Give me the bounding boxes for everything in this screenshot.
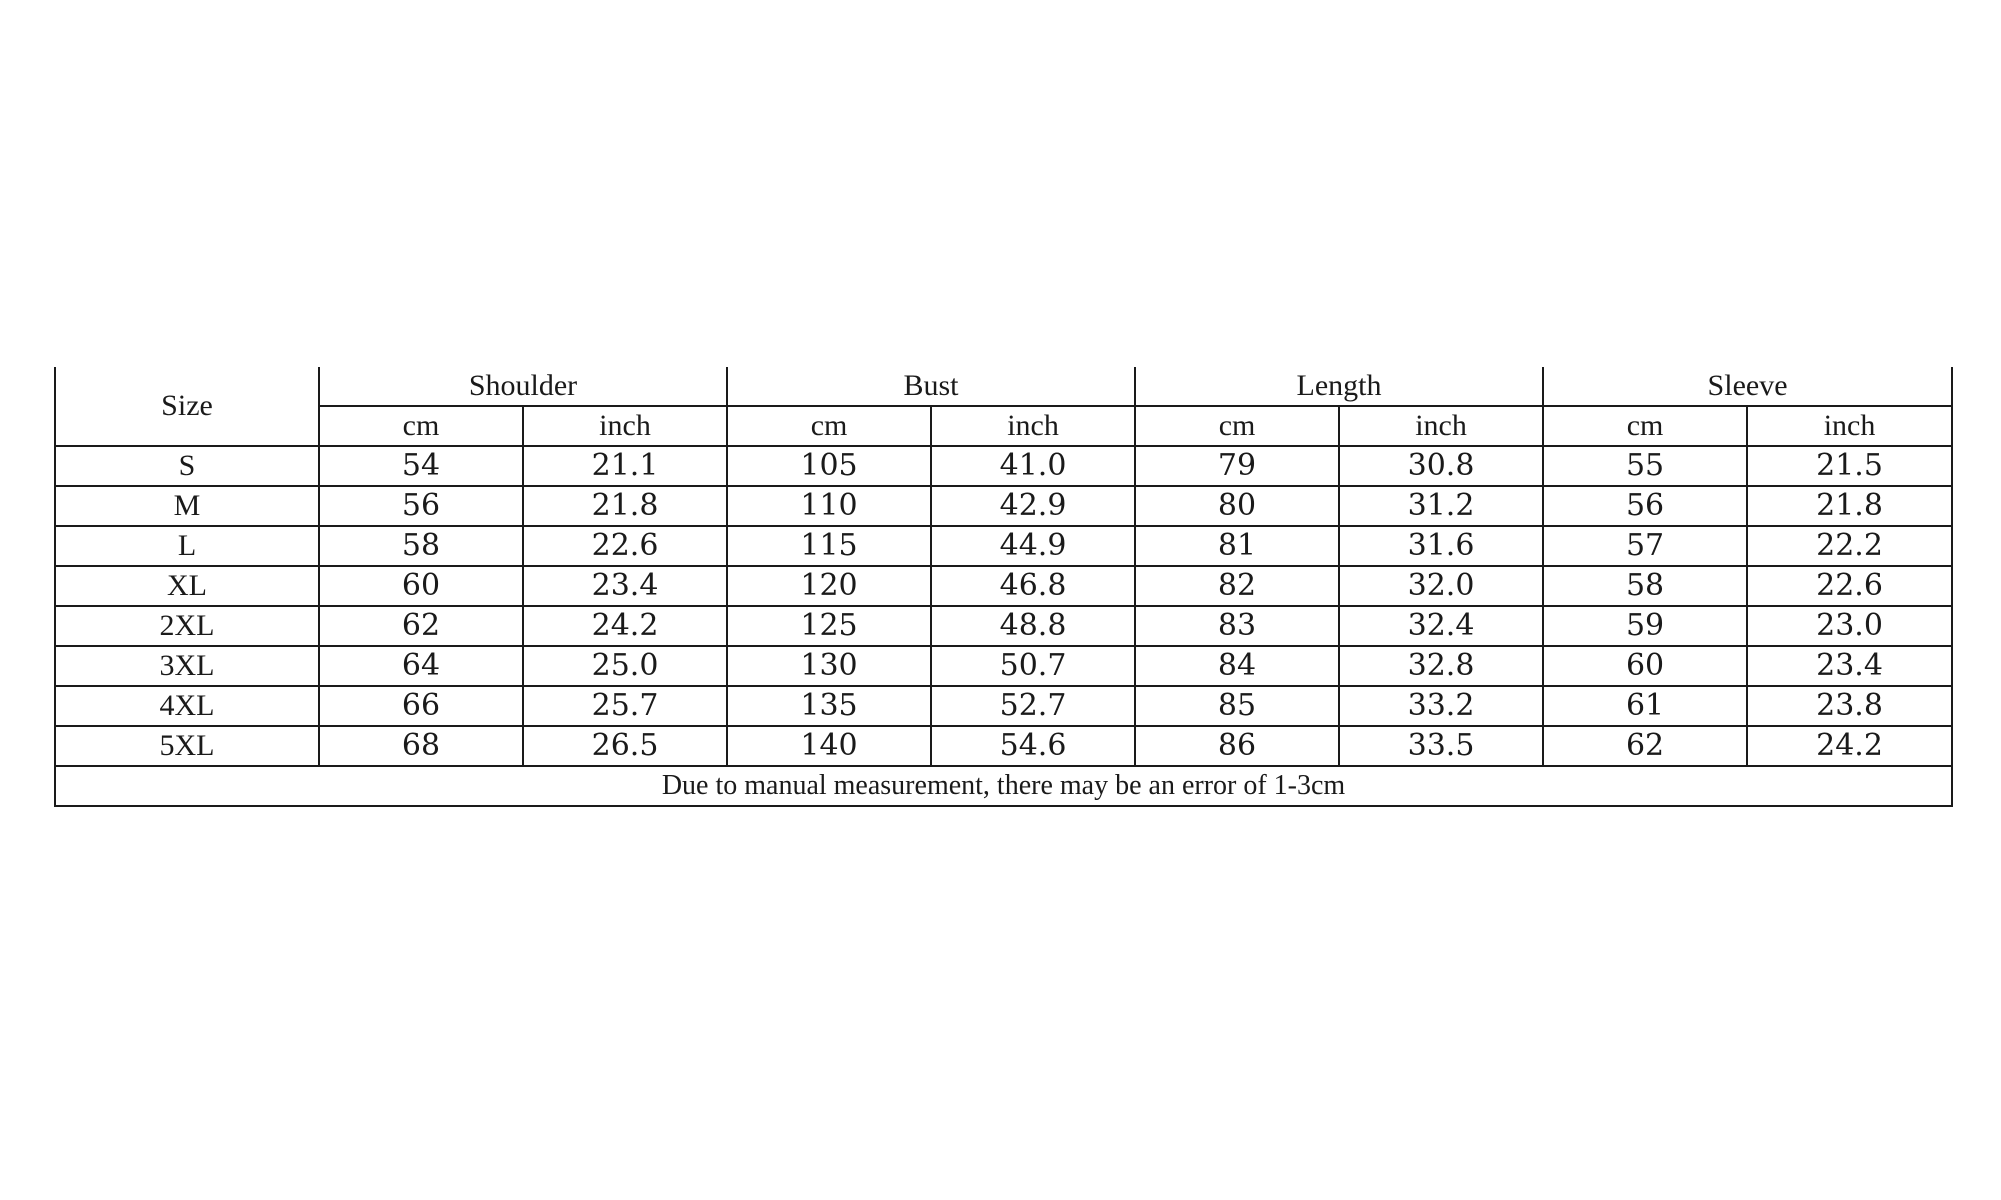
bust-group-header: Bust [727,367,1135,406]
value-cell: 50.7 [931,646,1135,686]
value-cell: 22.6 [523,526,727,566]
size-cell: 3XL [55,646,319,686]
size-cell: 4XL [55,686,319,726]
value-cell: 21.5 [1747,446,1952,486]
value-cell: 80 [1135,486,1339,526]
value-cell: 22.6 [1747,566,1952,606]
value-cell: 59 [1543,606,1747,646]
value-cell: 23.4 [523,566,727,606]
value-cell: 61 [1543,686,1747,726]
table-row [55,446,1952,486]
table-row [55,686,1952,726]
size-chart-table [54,367,1953,807]
value-cell: 85 [1135,686,1339,726]
header-row-groups [55,367,1952,406]
value-cell: 135 [727,686,931,726]
value-cell: 33.2 [1339,686,1543,726]
table-row [55,726,1952,766]
measurement-note: Due to manual measurement, there may be an error of 1-3cm [55,766,1952,806]
sleeve-group-header: Sleeve [1543,367,1952,406]
unit-header-inch: inch [931,406,1135,446]
size-cell: 5XL [55,726,319,766]
size-cell: M [55,486,319,526]
value-cell: 55 [1543,446,1747,486]
value-cell: 140 [727,726,931,766]
table-row [55,526,1952,566]
value-cell: 26.5 [523,726,727,766]
value-cell: 44.9 [931,526,1135,566]
table-row [55,646,1952,686]
value-cell: 62 [319,606,523,646]
value-cell: 23.4 [1747,646,1952,686]
value-cell: 86 [1135,726,1339,766]
size-cell: XL [55,566,319,606]
value-cell: 32.8 [1339,646,1543,686]
unit-header-cm: cm [319,406,523,446]
value-cell: 24.2 [1747,726,1952,766]
value-cell: 25.7 [523,686,727,726]
value-cell: 24.2 [523,606,727,646]
size-cell: 2XL [55,606,319,646]
value-cell: 33.5 [1339,726,1543,766]
value-cell: 22.2 [1747,526,1952,566]
value-cell: 60 [319,566,523,606]
value-cell: 56 [1543,486,1747,526]
value-cell: 54.6 [931,726,1135,766]
size-cell: S [55,446,319,486]
value-cell: 21.1 [523,446,727,486]
length-group-header: Length [1135,367,1543,406]
unit-header-cm: cm [1543,406,1747,446]
value-cell: 23.8 [1747,686,1952,726]
value-cell: 105 [727,446,931,486]
value-cell: 30.8 [1339,446,1543,486]
value-cell: 115 [727,526,931,566]
value-cell: 46.8 [931,566,1135,606]
value-cell: 52.7 [931,686,1135,726]
value-cell: 41.0 [931,446,1135,486]
unit-header-inch: inch [1339,406,1543,446]
shoulder-group-header: Shoulder [319,367,727,406]
value-cell: 66 [319,686,523,726]
value-cell: 83 [1135,606,1339,646]
value-cell: 58 [319,526,523,566]
value-cell: 32.0 [1339,566,1543,606]
value-cell: 120 [727,566,931,606]
unit-header-inch: inch [1747,406,1952,446]
value-cell: 62 [1543,726,1747,766]
value-cell: 58 [1543,566,1747,606]
value-cell: 57 [1543,526,1747,566]
unit-header-cm: cm [727,406,931,446]
value-cell: 79 [1135,446,1339,486]
table-row [55,486,1952,526]
header-row-units [55,406,1952,446]
value-cell: 81 [1135,526,1339,566]
value-cell: 21.8 [1747,486,1952,526]
unit-header-cm: cm [1135,406,1339,446]
value-cell: 56 [319,486,523,526]
table-row [55,566,1952,606]
value-cell: 125 [727,606,931,646]
value-cell: 31.2 [1339,486,1543,526]
note-row [55,766,1952,806]
value-cell: 42.9 [931,486,1135,526]
value-cell: 84 [1135,646,1339,686]
value-cell: 68 [319,726,523,766]
value-cell: 130 [727,646,931,686]
table-row [55,606,1952,646]
size-column-header: Size [55,367,319,446]
value-cell: 60 [1543,646,1747,686]
value-cell: 32.4 [1339,606,1543,646]
value-cell: 25.0 [523,646,727,686]
value-cell: 21.8 [523,486,727,526]
value-cell: 54 [319,446,523,486]
size-cell: L [55,526,319,566]
value-cell: 64 [319,646,523,686]
value-cell: 48.8 [931,606,1135,646]
value-cell: 110 [727,486,931,526]
value-cell: 82 [1135,566,1339,606]
value-cell: 23.0 [1747,606,1952,646]
value-cell: 31.6 [1339,526,1543,566]
unit-header-inch: inch [523,406,727,446]
